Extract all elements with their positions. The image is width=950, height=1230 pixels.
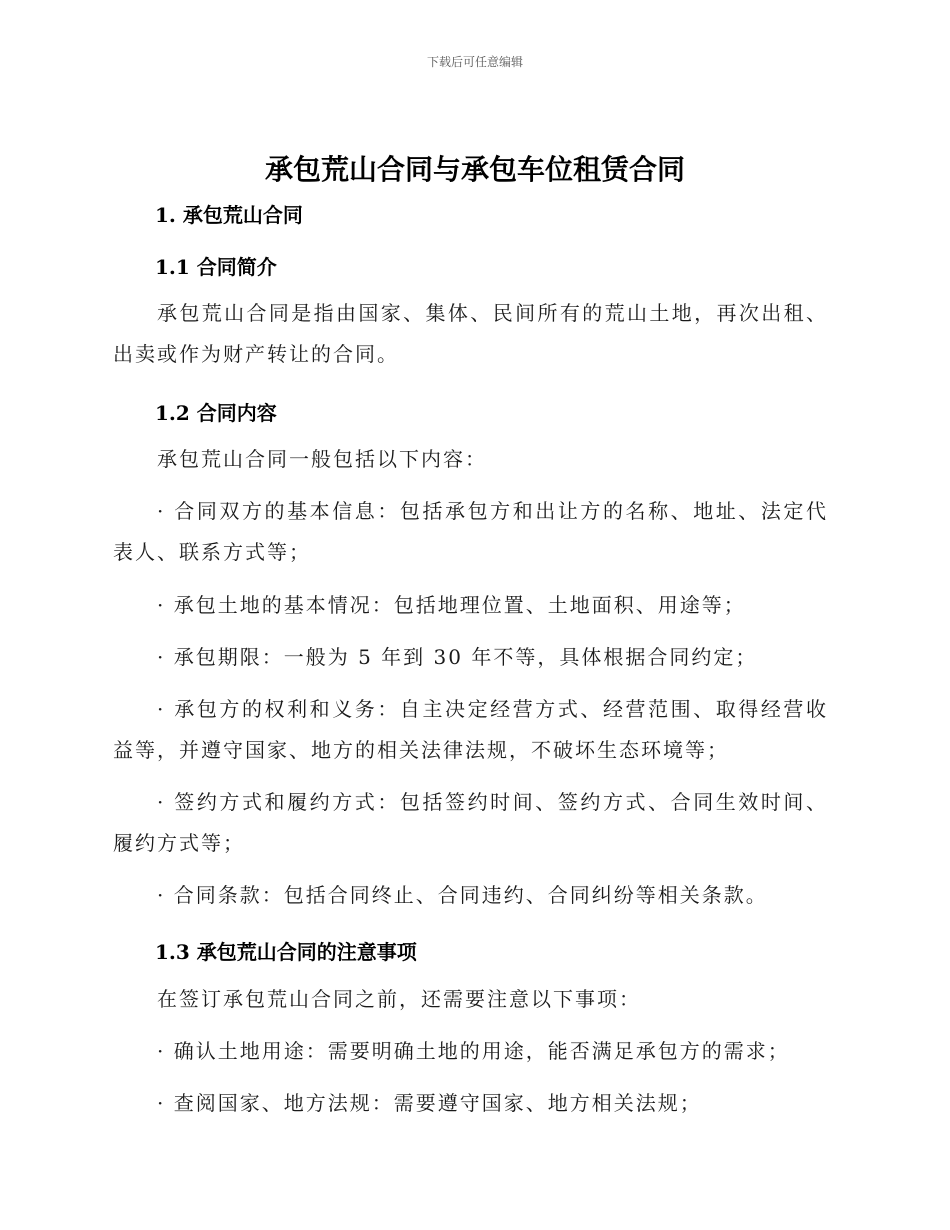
list-item: · 承包土地的基本情况：包括地理位置、土地面积、用途等；	[157, 593, 746, 617]
paragraph-intro: 承包荒山合同是指由国家、集体、民间所有的荒山土地，再次出租、出卖或作为财产转让的合同。	[113, 301, 828, 366]
list-item: · 合同双方的基本信息：包括承包方和出让方的名称、地址、法定代表人、联系方式等；	[113, 499, 828, 564]
heading-section-1-1: 1.1 合同简介	[155, 255, 277, 279]
paragraph-content-lead: 承包荒山合同一般包括以下内容：	[157, 447, 487, 471]
list-item: · 签约方式和履约方式：包括签约时间、签约方式、合同生效时间、履约方式等；	[113, 790, 828, 855]
heading-section-1-3: 1.3 承包荒山合同的注意事项	[155, 940, 417, 964]
heading-section-1: 1. 承包荒山合同	[155, 203, 303, 227]
page-header-note: 下载后可任意编辑	[426, 55, 523, 69]
paragraph-notes-lead: 在签订承包荒山合同之前，还需要注意以下事项：	[157, 987, 641, 1011]
list-item: · 确认土地用途：需要明确土地的用途，能否满足承包方的需求；	[157, 1039, 790, 1063]
document-title: 承包荒山合同与承包车位租赁合同	[264, 153, 685, 186]
heading-section-1-2: 1.2 合同内容	[155, 401, 277, 425]
list-item: · 查阅国家、地方法规：需要遵守国家、地方相关法规；	[157, 1091, 702, 1115]
list-item: · 承包期限：一般为 5 年到 30 年不等，具体根据合同约定；	[157, 645, 758, 669]
list-item: · 合同条款：包括合同终止、合同违约、合同纠纷等相关条款。	[157, 883, 768, 907]
list-item: · 承包方的权利和义务：自主决定经营方式、经营范围、取得经营收益等，并遵守国家、地方的相关法律法规，不破坏生态环境等；	[113, 697, 828, 762]
